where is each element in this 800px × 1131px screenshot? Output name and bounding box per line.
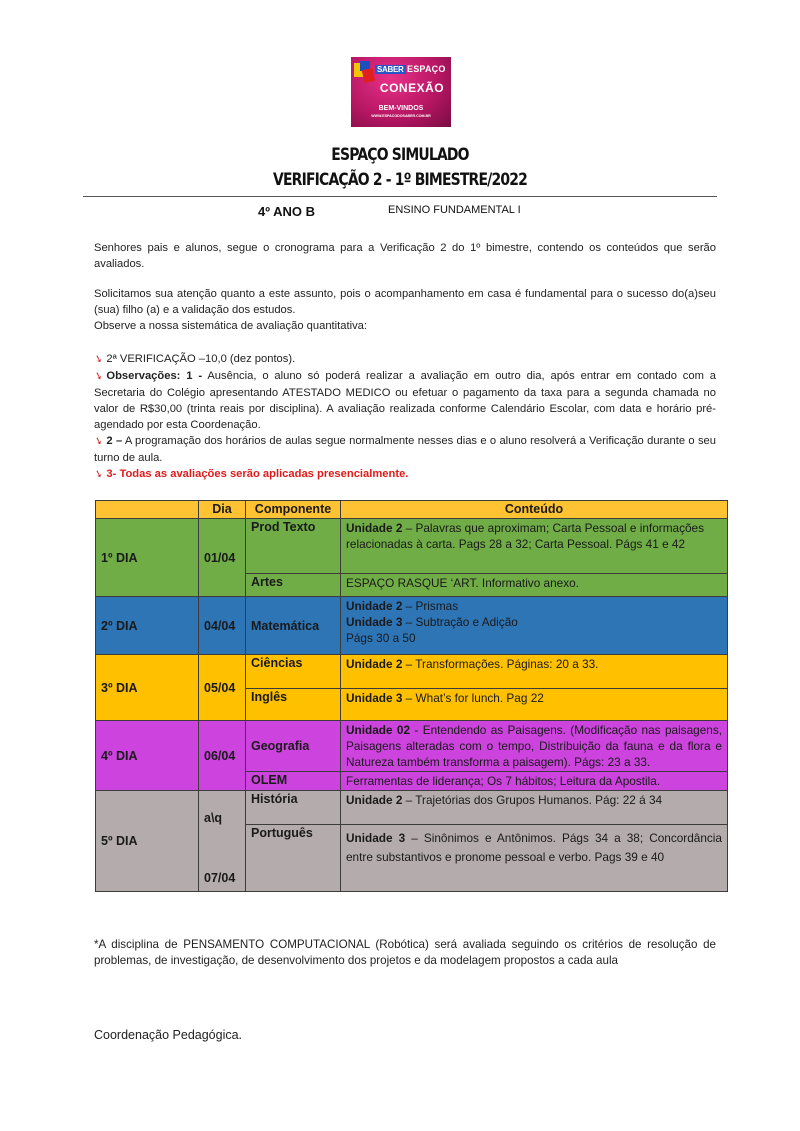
component-name: Ciências xyxy=(246,655,341,689)
component-content xyxy=(341,689,728,721)
date-range-prefix: a\q xyxy=(204,811,223,825)
rule-item-2 xyxy=(94,368,716,433)
rule-highlight-text: Todas as avaliações serão aplicadas presencialmente. xyxy=(116,468,409,480)
component-content: ESPAÇO RASQUE ‘ART. Informativo anexo. xyxy=(341,574,728,597)
component-content xyxy=(341,655,728,689)
unit-label: Unidade 2 xyxy=(346,657,403,671)
content-text: – Palavras que aproximam; Carta Pessoal e informações relacionadas à carta. Pags 28 a 32; Carta Pessoal. Págs 41 e 42 xyxy=(346,521,705,551)
component-content xyxy=(341,721,728,772)
day-date-range xyxy=(199,791,246,892)
rule-heading: 2 – xyxy=(106,435,123,447)
table-row xyxy=(96,791,728,825)
day-label: 1º DIA xyxy=(96,519,199,597)
table-row xyxy=(96,721,728,772)
content-text: Págs 30 a 50 xyxy=(346,631,416,645)
logo-url-text: WWW.ESPACODOSABER.COM.BR xyxy=(371,114,431,118)
day-date: 01/04 xyxy=(199,519,246,597)
table-header-row xyxy=(96,501,728,519)
day-label: 5º DIA xyxy=(96,791,199,892)
day-label: 3º DIA xyxy=(96,655,199,721)
content-text: – Trajetórias dos Grupos Humanos. Pág: 22 á 34 xyxy=(402,793,663,807)
evaluation-rules-list xyxy=(94,351,716,483)
intro-paragraph-2 xyxy=(94,286,716,334)
logo-espaco-text: ESPAÇO xyxy=(407,64,446,74)
header-date: Dia xyxy=(199,501,246,519)
table-row xyxy=(96,597,728,655)
unit-label: Unidade 2 xyxy=(346,793,403,807)
header-component: Componente xyxy=(246,501,341,519)
unit-label: Unidade 3 xyxy=(346,831,406,845)
table-row xyxy=(96,655,728,689)
unit-label: Unidade 3 xyxy=(346,615,403,629)
intro-paragraph-2-line-2: Observe a nossa sistemática de avaliação quantitativa: xyxy=(94,320,368,332)
arrow-icon: ➘ xyxy=(92,369,105,384)
signature: Coordenação Pedagógica. xyxy=(94,1028,243,1042)
content-text: – What’s for lunch. Pag 22 xyxy=(402,691,544,705)
day-label: 2º DIA xyxy=(96,597,199,655)
content-text: – Subtração e Adição xyxy=(402,615,518,629)
component-content xyxy=(341,519,728,574)
unit-label: Unidade 2 xyxy=(346,599,403,613)
rule-item-1 xyxy=(94,351,716,368)
arrow-icon: ➘ xyxy=(92,434,105,449)
rule-text: Ausência, o aluno só poderá realizar a avaliação em outro dia, após entrar em contado com a Secretaria do Colégio apresentando ATESTADO MEDICO ou efetuar o pagamento da taxa para a segunda chamada no valor de R$30,00 (trinta reais por disciplina). A avaliação realizada conforme Calendário Escolar, com data e horário pré-agendado por esta Coordenação. xyxy=(94,370,716,431)
component-content xyxy=(341,791,728,825)
unit-label: Unidade 02 xyxy=(346,723,411,737)
level-label: ENSINO FUNDAMENTAL I xyxy=(388,204,521,216)
component-name: Inglês xyxy=(246,689,341,721)
day-label: 4º DIA xyxy=(96,721,199,791)
component-name: Prod Texto xyxy=(246,519,341,574)
exam-schedule-table xyxy=(95,500,728,892)
rule-text: A programação dos horários de aulas segue normalmente nesses dias e o aluno resolverá a Verificação durante o seu turno de aula. xyxy=(94,435,716,464)
logo-conexao-text: CONEXÃO xyxy=(379,81,445,95)
component-name: História xyxy=(246,791,341,825)
rule-text: 2ª VERIFICAÇÃO –10,0 (dez pontos). xyxy=(106,353,296,365)
intro-paragraph-2-line-1: Solicitamos sua atenção quanto a este assunto, pois o acompanhamento em casa é fundamental para o sucesso do(a)seu (sua) filho (a) e a validação dos estudos. xyxy=(94,288,716,316)
component-name: Artes xyxy=(246,574,341,597)
content-text: – Sinônimos e Antônimos. Págs 34 a 38; Concordância entre substantivos e pronome pessoal e verbo. Pags 39 e 40 xyxy=(346,831,722,864)
logo-welcome-text: BEM-VINDOS xyxy=(378,105,424,112)
component-content: Ferramentas de liderança; Os 7 hábitos; Leitura da Apostila. xyxy=(341,772,728,791)
day-date: 07/04 xyxy=(204,871,236,885)
page-title: ESPAÇO SIMULADO xyxy=(331,145,469,165)
component-name: Matemática xyxy=(246,597,341,655)
unit-label: Unidade 2 xyxy=(346,521,403,535)
rule-item-4 xyxy=(94,466,716,483)
arrow-icon: ➘ xyxy=(92,467,105,482)
logo-saber-text: SABER xyxy=(377,65,404,74)
content-text: - Entendendo as Paisagens. (Modificação nas paisagens, Paisagens alteradas com o tempo, Distribuição da fauna e da flora e Natureza também transforma a paisagem). Págs: 23 a 33. xyxy=(346,723,723,769)
component-name: Geografia xyxy=(246,721,341,772)
header-content: Conteúdo xyxy=(341,501,728,519)
logo-blocks-icon xyxy=(354,61,376,83)
page-subtitle: VERIFICAÇÃO 2 - 1º BIMESTRE/2022 xyxy=(273,170,527,190)
rule-heading: 3- xyxy=(106,468,117,480)
component-content xyxy=(341,597,728,655)
rule-heading: Observações: 1 - xyxy=(106,370,203,382)
intro-paragraph-1: Senhores pais e alunos, segue o cronograma para a Verificação 2 do 1º bimestre, contendo os conteúdos que serão avaliados. xyxy=(94,242,716,270)
table-row xyxy=(96,519,728,574)
arrow-icon: ➘ xyxy=(92,352,105,367)
title-divider xyxy=(83,196,717,197)
day-date: 05/04 xyxy=(199,655,246,721)
component-name: OLEM xyxy=(246,772,341,791)
grade-label: 4º ANO B xyxy=(258,204,315,219)
component-name: Português xyxy=(246,825,341,892)
day-date: 06/04 xyxy=(199,721,246,791)
content-text: – Prismas xyxy=(402,599,459,613)
content-text: – Transformações. Páginas: 20 a 33. xyxy=(402,657,599,671)
component-content xyxy=(341,825,728,892)
rule-item-3 xyxy=(94,433,716,466)
footnote: *A disciplina de PENSAMENTO COMPUTACIONAL (Robótica) será avaliada seguindo os critérios de resolução de problemas, de investigação, de desenvolvimento dos projetos e da modelagem propostos a cada aula xyxy=(94,938,716,967)
school-logo xyxy=(351,57,451,127)
day-date: 04/04 xyxy=(199,597,246,655)
unit-label: Unidade 3 xyxy=(346,691,403,705)
header-day-number xyxy=(96,501,199,519)
